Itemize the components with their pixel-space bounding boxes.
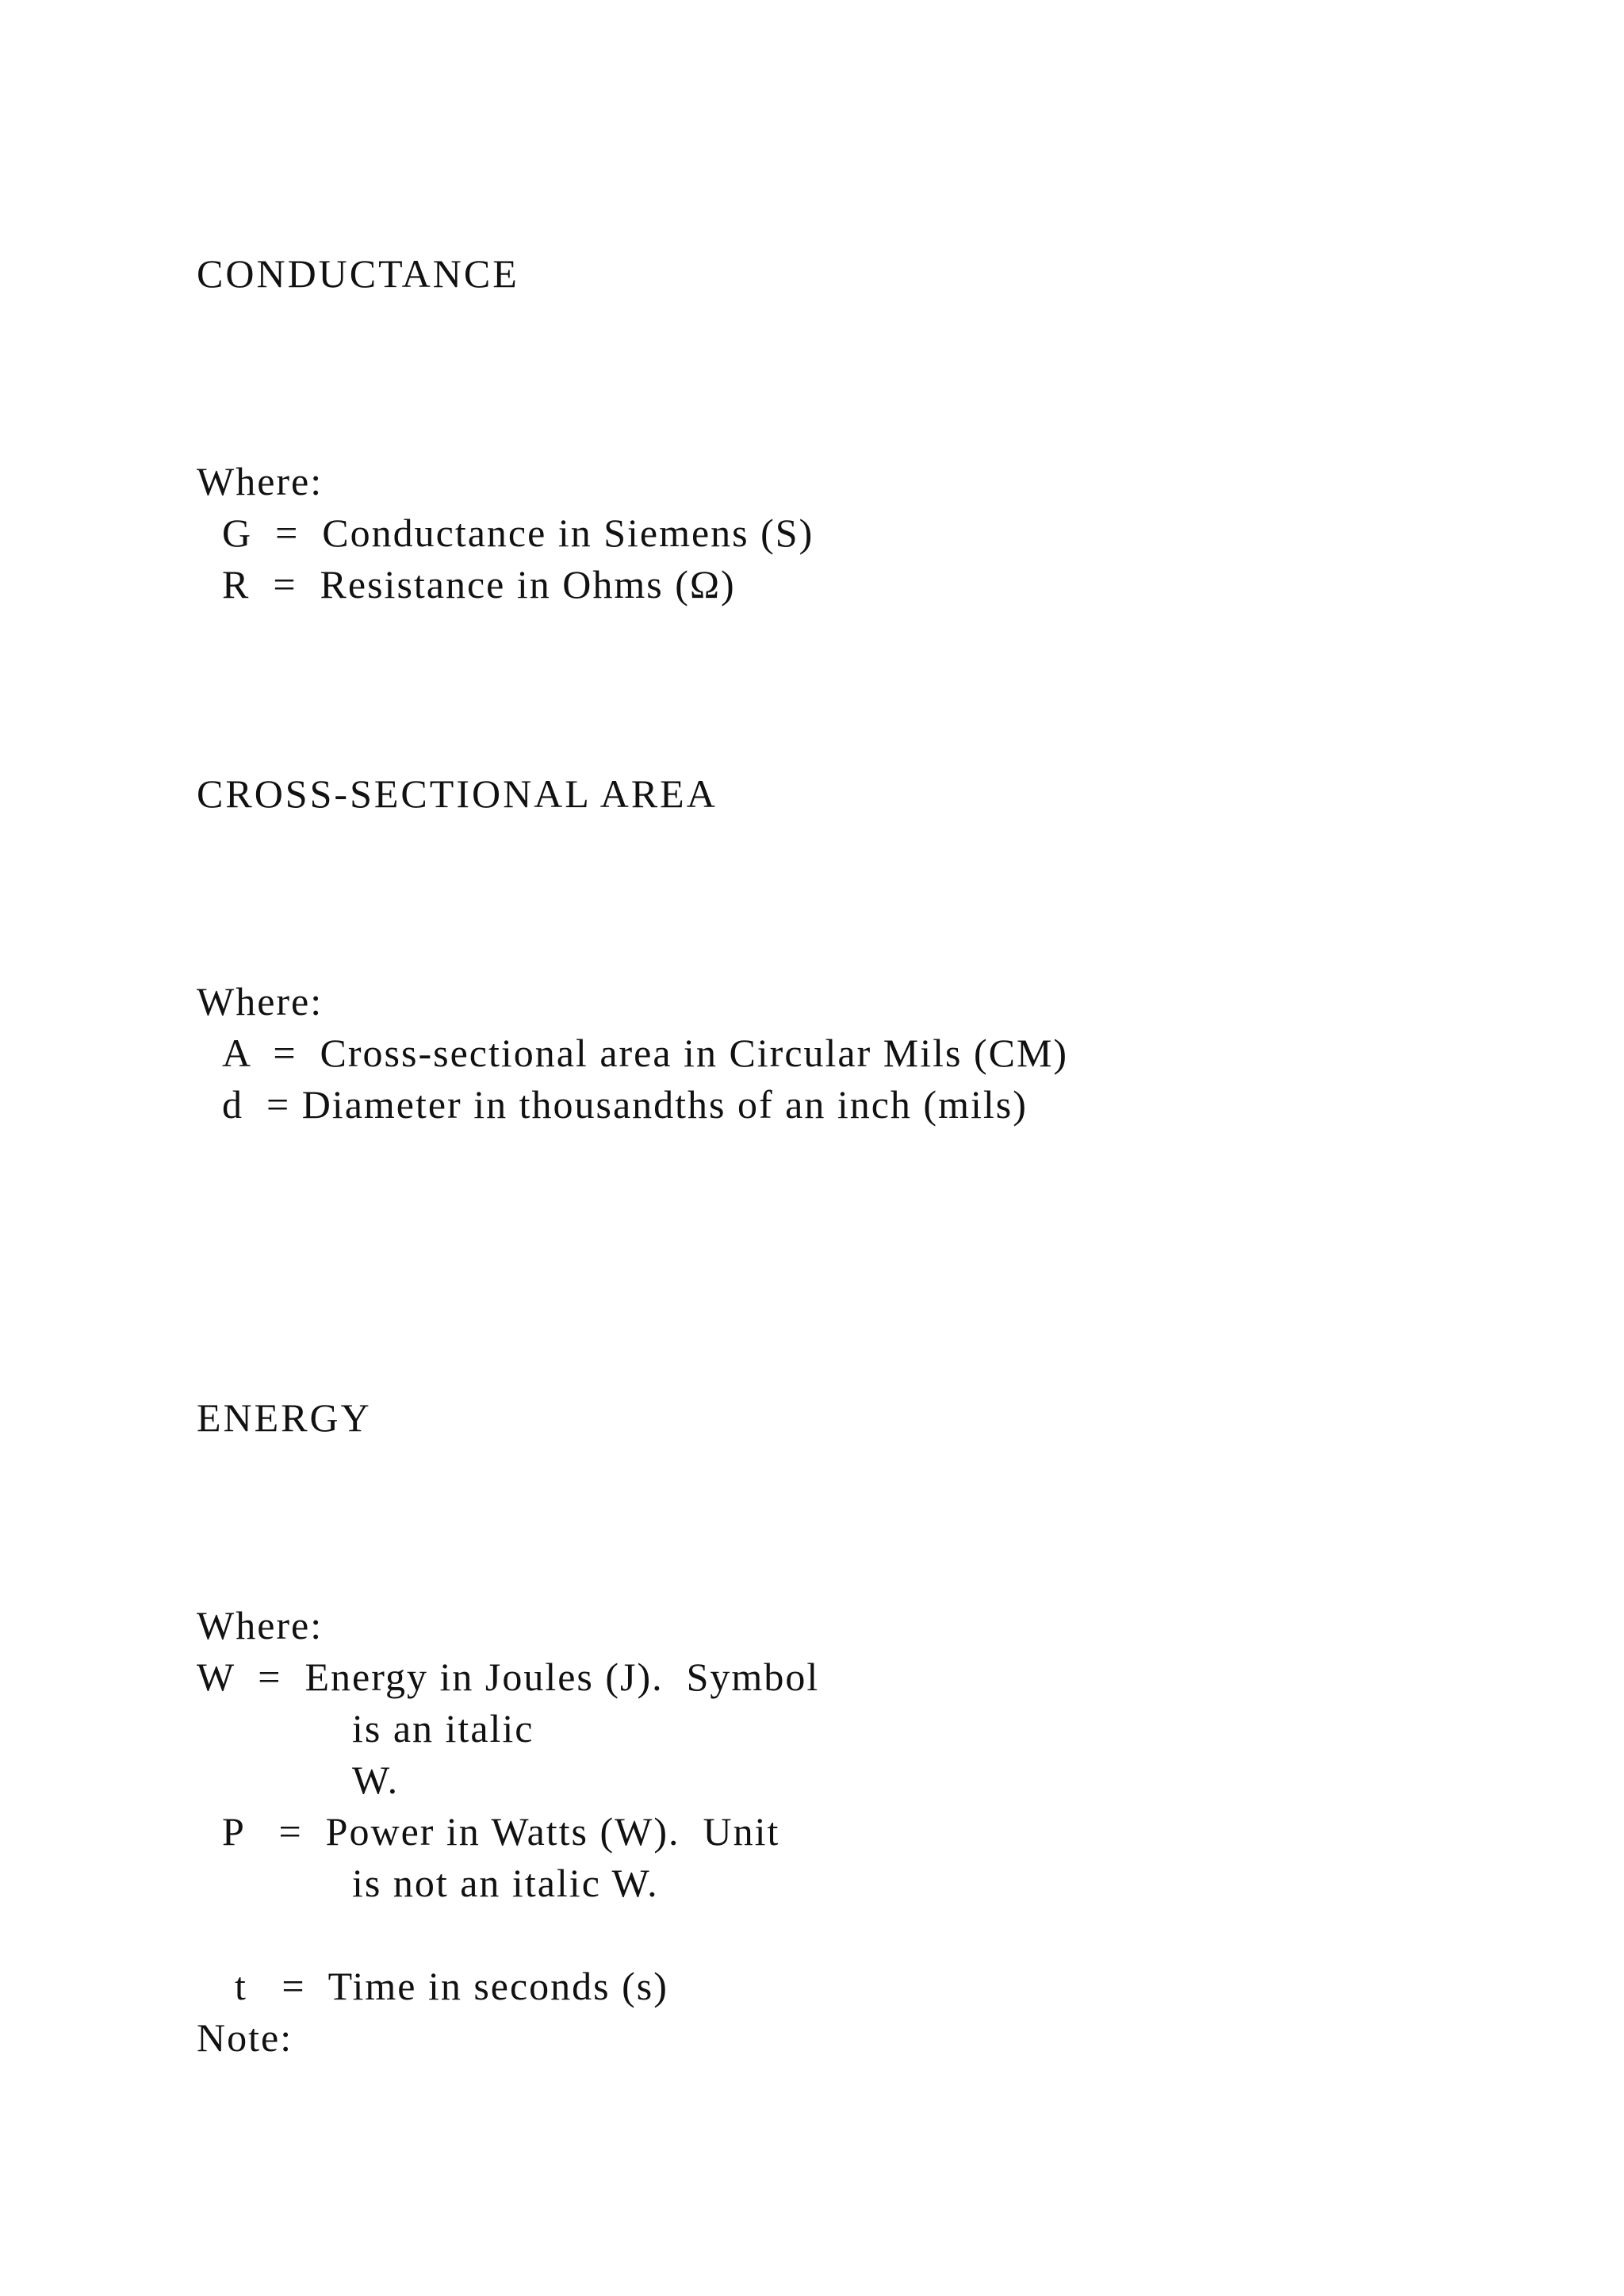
energy-w-definition-line1: W = Energy in Joules (J). Symbol xyxy=(197,1655,820,1699)
energy-w-definition-line3: W. xyxy=(352,1758,400,1802)
energy-p-definition-line1: P = Power in Watts (W). Unit xyxy=(222,1809,780,1854)
energy-t-definition: t = Time in seconds (s) xyxy=(235,1964,668,2008)
conductance-g-definition: G = Conductance in Siemens (S) xyxy=(222,511,814,555)
note-label: Note: xyxy=(197,2015,293,2060)
heading-conductance: CONDUCTANCE xyxy=(197,251,519,296)
where-label-cross-sectional-area: Where: xyxy=(197,979,324,1024)
energy-w-definition-line2: is an italic xyxy=(352,1706,534,1751)
conductance-r-definition: R = Resistance in Ohms (Ω) xyxy=(222,562,736,607)
area-d-definition: d = Diameter in thousandths of an inch (mils) xyxy=(222,1082,1028,1127)
where-label-conductance: Where: xyxy=(197,459,324,503)
area-a-definition: A = Cross-sectional area in Circular Mils (CM) xyxy=(222,1031,1069,1075)
heading-cross-sectional-area: CROSS-SECTIONAL AREA xyxy=(197,771,718,816)
energy-p-definition-line2: is not an italic W. xyxy=(352,1861,659,1905)
where-label-energy: Where: xyxy=(197,1603,324,1647)
heading-energy: ENERGY xyxy=(197,1395,372,1440)
